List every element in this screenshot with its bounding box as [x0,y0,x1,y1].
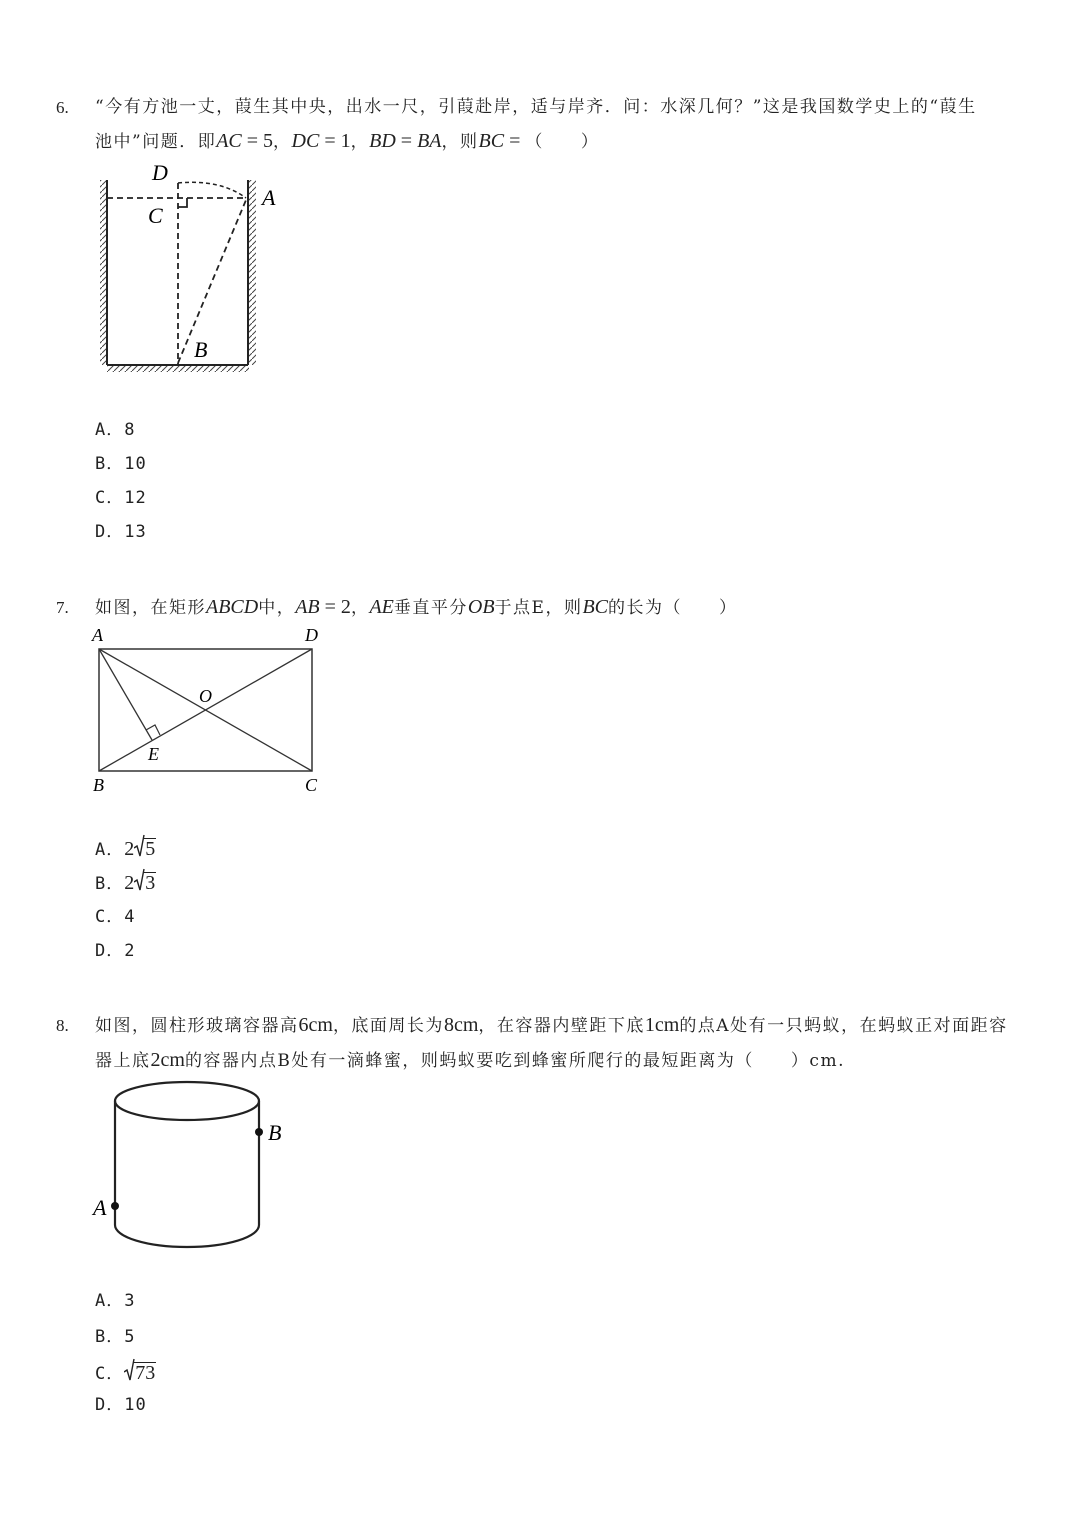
pond-figure [90,155,290,380]
option-b[interactable]: B．2 3 [95,868,156,898]
option-c[interactable]: C．12 [95,488,147,508]
option-d[interactable]: D．2 [95,941,136,961]
question-line-2: 池中”问题．即AC = 5，DC = 1，BD = BA，则BC = （ ） [95,130,600,152]
label-a: A [262,185,276,210]
question-number: 7. [56,598,69,617]
sqrt-symbol: 5 [134,834,156,864]
reed-slanted [178,200,246,363]
option-d[interactable]: D．13 [95,522,147,542]
cylinder-top [115,1082,259,1120]
point-a [111,1202,119,1210]
option-a[interactable]: A．2 5 [95,834,156,864]
bottom-hatch [107,365,249,372]
sqrt-symbol: 3 [134,868,156,898]
label-e: E [148,744,159,764]
cylinder-bottom [115,1225,259,1247]
point-b [255,1128,263,1136]
question-text: 如图，在矩形ABCD中，AB = 2，AE垂直平分OB于点E，则BC的长为（ ） [95,596,738,618]
label-d: D [305,625,318,645]
label-b: B [194,337,208,362]
option-c[interactable]: C． 73 [95,1358,156,1388]
option-c[interactable]: C．4 [95,907,136,927]
label-o: O [199,686,212,706]
sqrt-symbol: 73 [124,1358,156,1388]
option-a[interactable]: A．8 [95,420,136,440]
option-b[interactable]: B．5 [95,1327,136,1347]
reed-arc [178,182,246,198]
question-number: 6. [56,98,69,117]
rectangle-figure [88,625,333,800]
label-b: B [268,1120,282,1145]
label-b: B [93,775,104,795]
option-d[interactable]: D．10 [95,1395,147,1415]
label-c: C [305,775,318,795]
right-wall-hatch [249,180,256,365]
label-a: A [93,1195,107,1220]
question-number: 8. [56,1016,69,1035]
label-a: A [92,625,103,645]
right-angle-mark [178,198,187,207]
label-c: C [148,203,163,228]
left-wall-hatch [100,180,107,365]
label-d: D [152,160,168,185]
question-text [95,1008,1040,1078]
question-text [95,90,1040,159]
option-b[interactable]: B．10 [95,454,147,474]
cylinder-figure [88,1075,298,1260]
question-line-1: 如图，圆柱形玻璃容器高6cm，底面周长为8cm，在容器内壁距下底1cm的点A处有一只蚂蚁，在蚂蚁正对面距容 [95,1014,1008,1036]
question-line-1: “今有方池一丈，葭生其中央，出水一尺，引葭赴岸，适与岸齐．问：水深几何？”这是我国数学史上的“葭生 [95,97,977,117]
segment-ae [99,649,152,740]
question-line-2: 器上底2cm的容器内点B处有一滴蜂蜜，则蚂蚁要吃到蜂蜜所爬行的最短距离为（ ）cm. [95,1049,845,1071]
option-a[interactable]: A．3 [95,1291,136,1311]
